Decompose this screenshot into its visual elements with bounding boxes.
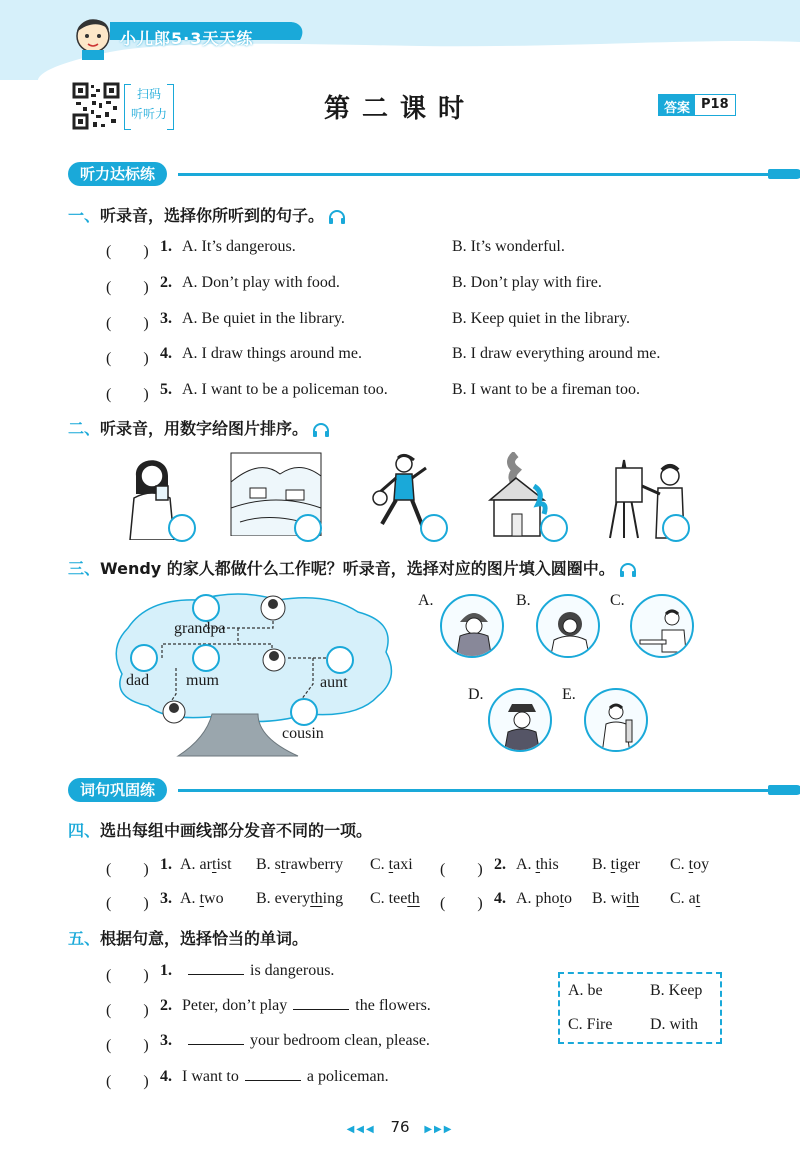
scan-line-2: 听听力 <box>130 107 167 121</box>
q5-sentence-end: the flowers. <box>355 997 431 1014</box>
q5-answer-paren[interactable]: ( ) <box>106 1002 149 1019</box>
q4-underlined-letters: th <box>310 890 323 907</box>
policeman-icon <box>490 690 552 752</box>
option-a-fireman[interactable] <box>440 594 504 658</box>
q4-underlined-letters: t <box>211 856 217 873</box>
option-e-scientist[interactable] <box>584 688 648 752</box>
q4-option-text: o <box>564 890 573 907</box>
pencil-icon <box>768 785 800 795</box>
option-d-policeman[interactable] <box>488 688 552 752</box>
q5-sentence <box>182 997 431 1015</box>
q4-option-text: C. <box>370 856 389 873</box>
headphones-icon[interactable] <box>619 563 637 577</box>
q4-option-b[interactable] <box>592 890 639 908</box>
page-footer <box>0 1118 800 1136</box>
q1-answer-paren[interactable]: ( ) <box>106 350 149 367</box>
q4-item-number: 4. <box>494 890 506 907</box>
q1-item-number: 5. <box>160 381 172 398</box>
q1-answer-paren[interactable]: ( ) <box>106 386 149 403</box>
scientist-icon <box>586 690 648 752</box>
q1-option-a[interactable]: A. Don’t play with food. <box>182 274 340 291</box>
word-bank-box <box>558 972 722 1044</box>
q5-sentence <box>182 1032 430 1050</box>
q4-option-text: A. <box>516 856 536 873</box>
q1-option-a[interactable]: A. I draw things around me. <box>182 345 362 362</box>
q4-option-text: B. <box>592 856 611 873</box>
q1-option-a[interactable]: A. I want to be a policeman too. <box>182 381 388 398</box>
q4-option-text: ing <box>322 890 344 907</box>
banner-words <box>68 778 738 802</box>
q1-item-number: 3. <box>160 310 172 327</box>
q4-option-text: his <box>540 856 559 873</box>
page-number: 76 <box>390 1118 410 1136</box>
q3-number: 三、 <box>68 559 101 578</box>
word-choice-a: A. be <box>568 982 603 999</box>
q1-number: 一、 <box>68 206 101 225</box>
q4-option-a[interactable] <box>180 890 224 908</box>
q5-answer-paren[interactable]: ( ) <box>106 1073 149 1090</box>
left-arrows-icon: ◀◀◀ <box>346 1124 376 1135</box>
order-circle-1[interactable] <box>168 514 196 542</box>
q4-option-b[interactable] <box>256 890 343 908</box>
scan-line-1: 扫码 <box>136 87 161 101</box>
astronaut-icon <box>538 596 600 658</box>
q4-option-c[interactable] <box>370 890 420 908</box>
q1-option-b[interactable]: B. I want to be a fireman too. <box>452 381 640 398</box>
option-d-letter: D. <box>468 686 484 703</box>
q5-fill-blank[interactable] <box>245 1069 301 1081</box>
q4-number: 四、 <box>68 821 101 840</box>
q4-option-c[interactable] <box>670 890 700 908</box>
right-arrows-icon: ▶▶▶ <box>424 1124 454 1135</box>
order-circle-4[interactable] <box>540 514 568 542</box>
q1-option-b[interactable]: B. It’s wonderful. <box>452 238 565 255</box>
q4-option-text: B. wi <box>592 890 627 907</box>
q4-option-a[interactable] <box>516 856 559 874</box>
tree-label-cousin: cousin <box>282 725 324 742</box>
q1-option-a[interactable]: A. It’s dangerous. <box>182 238 296 255</box>
q4-option-text: axi <box>393 856 413 873</box>
q4-underlined-letters: t <box>688 856 694 873</box>
q1-heading-text: 听录音，选择你所听到的句子。 <box>100 206 325 225</box>
q2-heading-text: 听录音，用数字给图片排序。 <box>100 419 309 438</box>
q4-underlined-letters: t <box>610 856 616 873</box>
q4-option-text: B. every <box>256 890 311 907</box>
q4-option-text: C. <box>670 856 689 873</box>
q4-underlined-letters: t <box>199 890 205 907</box>
tree-label-dad: dad <box>126 672 150 689</box>
q1-answer-paren[interactable]: ( ) <box>106 315 149 332</box>
tree-label-grandpa: grandpa <box>174 620 226 637</box>
order-circle-3[interactable] <box>420 514 448 542</box>
word-choice-d: D. with <box>650 1016 698 1033</box>
option-e-letter: E. <box>562 686 576 703</box>
word-choice-c: C. Fire <box>568 1016 613 1033</box>
q4-underlined-letters: t <box>280 856 286 873</box>
q1-item-number: 4. <box>160 345 172 362</box>
banner-listening <box>68 162 738 186</box>
q1-item-number: 2. <box>160 274 172 291</box>
q5-heading <box>68 926 308 949</box>
tree-label-mum: mum <box>186 672 219 689</box>
q4-underlined-letters: t <box>535 856 541 873</box>
family-tree <box>108 588 398 758</box>
q5-answer-paren[interactable]: ( ) <box>106 1037 149 1054</box>
q5-item-number: 4. <box>160 1068 172 1085</box>
q4-option-b[interactable] <box>256 856 343 874</box>
q5-sentence-end: is dangerous. <box>250 962 335 979</box>
q5-fill-blank[interactable] <box>188 963 244 975</box>
q4-option-text: oy <box>693 856 710 873</box>
q4-answer-paren[interactable]: ( ) <box>106 861 149 878</box>
q4-option-text: A. ar <box>180 856 212 873</box>
q5-item-number: 1. <box>160 962 172 979</box>
brand-title: 小儿郎5·3天天练 <box>120 29 254 48</box>
q5-number: 五、 <box>68 929 101 948</box>
q4-option-text: A. pho <box>516 890 560 907</box>
q4-item-number: 1. <box>160 856 172 873</box>
q5-item-number: 2. <box>160 997 172 1014</box>
q5-sentence <box>182 1068 389 1086</box>
option-c-letter: C. <box>610 592 625 609</box>
q4-underlined-letters: th <box>407 890 420 907</box>
q4-option-a[interactable] <box>516 890 572 908</box>
page-title: 第二课时 <box>323 94 476 124</box>
q1-option-b[interactable]: B. I draw everything around me. <box>452 345 661 362</box>
q5-sentence-start: I want to <box>182 1068 239 1085</box>
answer-reference <box>658 94 736 116</box>
option-b-astronaut[interactable] <box>536 594 600 658</box>
q5-fill-blank[interactable] <box>293 998 349 1010</box>
q5-heading-text: 根据句意，选择恰当的单词。 <box>100 929 309 948</box>
headphones-icon[interactable] <box>328 210 346 224</box>
pencil-icon <box>768 169 800 179</box>
q1-item-number: 1. <box>160 238 172 255</box>
option-a-letter: A. <box>418 592 434 609</box>
q1-heading <box>68 203 346 226</box>
q4-answer-paren[interactable]: ( ) <box>440 861 483 878</box>
q4-option-c[interactable] <box>370 856 413 874</box>
q4-underlined-letters: th <box>626 890 640 907</box>
q5-fill-blank[interactable] <box>188 1033 244 1045</box>
tree-label-aunt: aunt <box>320 674 348 691</box>
q4-underlined-letters: t <box>559 890 565 907</box>
q3-heading-text: Wendy 的家人都做什么工作呢？听录音，选择对应的图片填入圆圈中。 <box>100 559 615 578</box>
q4-underlined-letters: t <box>388 856 394 873</box>
q4-answer-paren[interactable]: ( ) <box>106 895 149 912</box>
q4-option-text: iger <box>615 856 640 873</box>
q1-option-a[interactable]: A. Be quiet in the library. <box>182 310 345 327</box>
word-choice-b: B. Keep <box>650 982 703 999</box>
banner-line <box>178 173 778 176</box>
q1-answer-paren[interactable]: ( ) <box>106 243 149 260</box>
banner-words-label: 词句巩固练 <box>68 778 167 802</box>
q4-option-b[interactable] <box>592 856 640 874</box>
q4-option-text: C. tee <box>370 890 408 907</box>
fireman-icon <box>442 596 504 658</box>
answer-label: 答案 <box>659 95 695 115</box>
writer-icon <box>632 596 694 658</box>
answer-page: P18 <box>701 97 729 112</box>
q4-option-text: ist <box>216 856 232 873</box>
q5-sentence-end: a policeman. <box>306 1068 389 1085</box>
q4-item-number: 2. <box>494 856 506 873</box>
q5-answer-paren[interactable]: ( ) <box>106 967 149 984</box>
q4-option-text: B. s <box>256 856 281 873</box>
q2-heading <box>68 416 330 439</box>
q4-heading-text: 选出每组中画线部分发音不同的一项。 <box>100 821 373 840</box>
q1-option-b[interactable]: B. Keep quiet in the library. <box>452 310 631 327</box>
order-circle-5[interactable] <box>662 514 690 542</box>
banner-listening-label: 听力达标练 <box>68 162 167 186</box>
q4-heading <box>68 818 372 841</box>
q4-item-number: 3. <box>160 890 172 907</box>
q4-option-c[interactable] <box>670 856 709 874</box>
q5-sentence-end: your bedroom clean, please. <box>250 1032 430 1049</box>
q1-answer-paren[interactable]: ( ) <box>106 279 149 296</box>
q5-sentence-start: Peter, don’t play <box>182 997 288 1014</box>
q4-option-a[interactable] <box>180 856 232 874</box>
q4-option-text: wo <box>204 890 224 907</box>
q4-option-text: rawberry <box>285 856 344 873</box>
option-b-letter: B. <box>516 592 531 609</box>
banner-line <box>178 789 778 792</box>
q3-heading <box>68 556 637 579</box>
option-c-writer[interactable] <box>630 594 694 658</box>
q4-underlined-letters: t <box>695 890 701 907</box>
mascot-icon <box>68 10 118 60</box>
q5-sentence <box>182 962 334 980</box>
q4-option-text: A. <box>180 890 200 907</box>
q2-number: 二、 <box>68 419 101 438</box>
q1-option-b[interactable]: B. Don’t play with fire. <box>452 274 602 291</box>
order-circle-2[interactable] <box>294 514 322 542</box>
headphones-icon[interactable] <box>312 423 330 437</box>
q4-option-text: C. a <box>670 890 696 907</box>
q5-item-number: 3. <box>160 1032 172 1049</box>
q4-answer-paren[interactable]: ( ) <box>440 895 483 912</box>
